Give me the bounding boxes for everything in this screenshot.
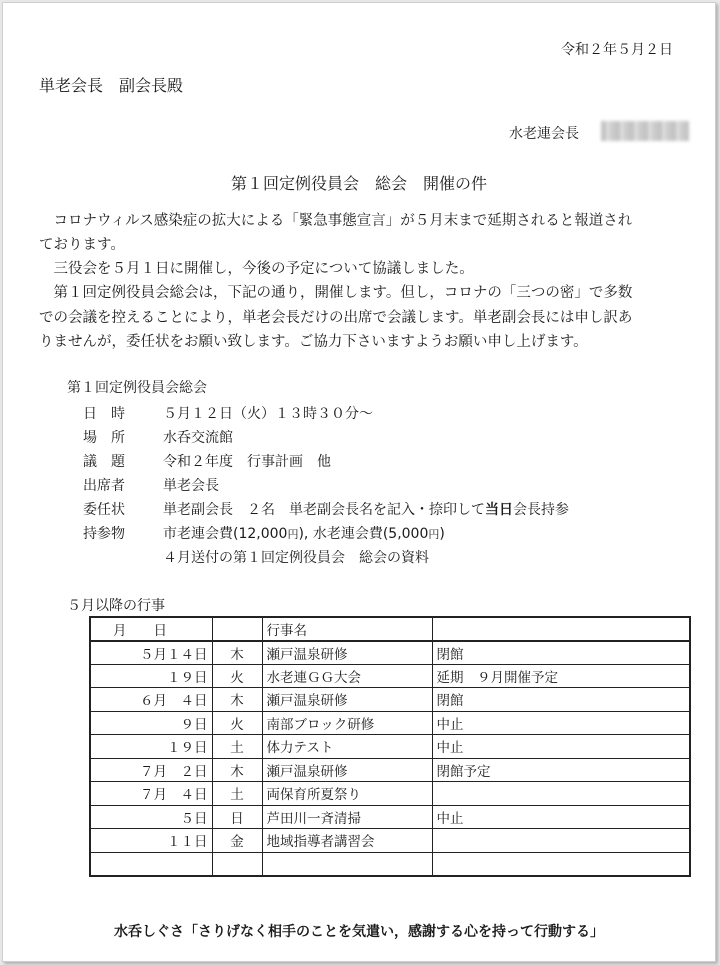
table-header-row <box>90 617 690 641</box>
row-dow: 土 <box>212 782 262 806</box>
row-note: 閉館 <box>432 688 690 712</box>
row-note: 中止 <box>432 805 690 829</box>
fee-close: ) <box>439 526 445 542</box>
row-dow: 土 <box>212 735 262 759</box>
row-note: 閉館予定 <box>432 758 690 782</box>
agenda-value: 令和２年度 行事計画 他 <box>163 454 331 470</box>
row-event: 体力テスト <box>262 735 432 759</box>
row-dow: 木 <box>212 758 262 782</box>
items-value-line2: ４月送付の第１回定例役員会 総会の資料 <box>163 550 429 566</box>
place-value: 水呑交流館 <box>163 430 233 446</box>
row-note <box>432 829 690 853</box>
body-line: りませんが，委任状をお願い致します。ご協力下さいますようお願い申し上げます。 <box>39 334 588 350</box>
row-event: 南部ブロック研修 <box>262 711 432 735</box>
table-row <box>90 829 690 853</box>
proxy-text: 単老副会長 ２名 単老副会長名を記入・捺印して <box>163 502 485 518</box>
fee1-yen: 円 <box>287 528 299 541</box>
row-event: 瀬戸温泉研修 <box>262 688 432 712</box>
row-date: １９日 <box>90 664 212 688</box>
row-date: １１日 <box>90 829 212 853</box>
row-dow <box>212 852 262 876</box>
schedule-table <box>89 616 691 877</box>
place-label: 場 所 <box>83 430 125 446</box>
fee1-label: 市老連会費 <box>163 526 233 542</box>
document-date: 令和２年５月２日 <box>561 42 673 58</box>
body-line: コロナウィルス感染症の拡大による「緊急事態宣言」が５月末まで延期されると報道され <box>39 213 633 229</box>
fee2-yen: 円 <box>428 528 440 541</box>
header-event: 行事名 <box>262 617 432 641</box>
attendee-label: 出席者 <box>83 478 125 494</box>
proxy-label: 委任状 <box>83 502 125 518</box>
agenda-label: 議 題 <box>83 454 125 470</box>
row-dow: 日 <box>212 805 262 829</box>
row-date: ５月１４日 <box>90 641 212 665</box>
table-row <box>90 805 690 829</box>
items-label: 持参物 <box>83 526 125 542</box>
document-title: 第１回定例役員会 総会 開催の件 <box>230 174 487 193</box>
attendee-value: 単老会長 <box>163 478 219 494</box>
document-page <box>2 2 716 962</box>
table-row <box>90 782 690 806</box>
datetime-value: ５月１２日（火）１３時３０分～ <box>163 406 373 422</box>
proxy-text-end: 会長持参 <box>513 502 569 518</box>
items-value <box>163 523 445 543</box>
table-row <box>90 641 690 665</box>
table-row <box>90 852 690 876</box>
meeting-heading: 第１回定例役員会総会 <box>67 380 207 396</box>
row-dow: 金 <box>212 829 262 853</box>
fee2-amount: (5,000 <box>382 526 429 542</box>
table-row <box>90 688 690 712</box>
row-note: 延期 ９月開催予定 <box>432 664 690 688</box>
row-date: ７月 ４日 <box>90 782 212 806</box>
fee-separator: ), 水老連会費 <box>298 526 383 542</box>
row-event <box>262 852 432 876</box>
row-date: ６月 ４日 <box>90 688 212 712</box>
row-event: 瀬戸温泉研修 <box>262 758 432 782</box>
schedule-heading: ５月以降の行事 <box>67 598 165 614</box>
row-date: ５日 <box>90 805 212 829</box>
table-row <box>90 664 690 688</box>
sender: 水老連会長 <box>509 126 579 142</box>
row-dow: 火 <box>212 711 262 735</box>
redacted-name <box>601 121 689 141</box>
table-row <box>90 711 690 735</box>
row-note: 中止 <box>432 711 690 735</box>
header-note <box>432 617 690 641</box>
header-date: 月 日 <box>90 617 212 641</box>
row-event: 両保育所夏祭り <box>262 782 432 806</box>
row-event: 水老連ＧＧ大会 <box>262 664 432 688</box>
addressee: 単老会長 副会長殿 <box>39 76 184 95</box>
row-date: ７月 ２日 <box>90 758 212 782</box>
datetime-label: 日 時 <box>83 406 125 422</box>
row-dow: 火 <box>212 664 262 688</box>
proxy-value <box>163 499 569 519</box>
row-note <box>432 852 690 876</box>
body-line: 三役会を５月１日に開催し，今後の予定について協議しました。 <box>39 261 474 277</box>
row-dow: 木 <box>212 641 262 665</box>
fee1-amount: (12,000 <box>233 526 288 542</box>
row-note: 中止 <box>432 735 690 759</box>
row-date <box>90 852 212 876</box>
motto: 水呑しぐさ「さりげなく相手のことを気遣い，感謝する心を持って行動する」 <box>114 924 604 940</box>
body-line: ております。 <box>39 237 125 253</box>
proxy-emphasis: 当日 <box>485 502 513 518</box>
header-dow <box>212 617 262 641</box>
row-note <box>432 782 690 806</box>
row-event: 地域指導者講習会 <box>262 829 432 853</box>
row-event: 瀬戸温泉研修 <box>262 641 432 665</box>
row-date: ９日 <box>90 711 212 735</box>
table-row <box>90 735 690 759</box>
table-row <box>90 758 690 782</box>
row-note: 閉館 <box>432 641 690 665</box>
row-event: 芦田川一斉清掃 <box>262 805 432 829</box>
body-line: 第１回定例役員会総会は，下記の通り，開催します。但し，コロナの「三つの密」で多数 <box>39 285 633 301</box>
row-dow: 木 <box>212 688 262 712</box>
row-date: １９日 <box>90 735 212 759</box>
body-line: での会議を控えることにより，単老会長だけの出席で会議します。単老副会長には申し訳あ <box>39 310 633 326</box>
